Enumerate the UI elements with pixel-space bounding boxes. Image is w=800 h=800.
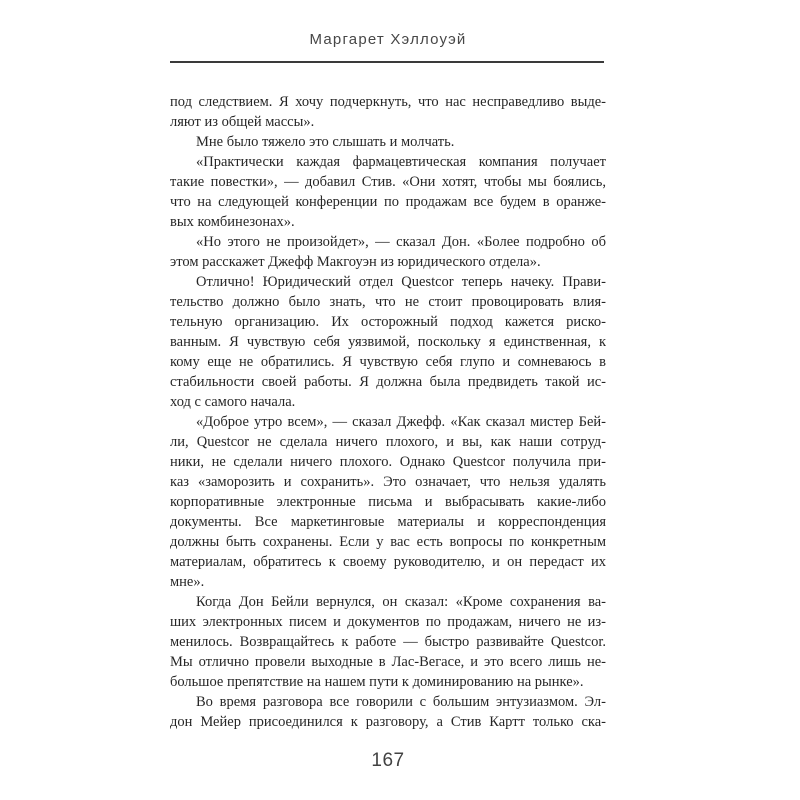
text-line: «Но этого не произойдет», — сказал Дон. «Более подробно об (196, 234, 606, 250)
text-line: ники, не сделали ничего плохого. Однако Questcor получила при- (170, 454, 606, 470)
text-line: мне». (170, 574, 205, 590)
running-header: Маргарет Хэллоуэй (309, 31, 467, 48)
text-line: такие повестки», — добавил Стив. «Они хотят, чтобы мы боялись, (170, 174, 606, 190)
text-line: Мы отлично провели выходные в Лас-Вегасе, и это всего лишь не- (170, 654, 606, 670)
text-line: дон Мейер присоединился к разговору, а Стив Картт только ска- (170, 714, 606, 730)
text-line: этом расскажет Джефф Макгоуэн из юридического отдела». (170, 254, 541, 270)
text-line: Когда Дон Бейли вернулся, он сказал: «Кроме сохранения ва- (196, 594, 606, 610)
text-line: Во время разговора все говорили с большим энтузиазмом. Эл- (196, 694, 606, 710)
text-line: «Доброе утро всем», — сказал Джефф. «Как сказал мистер Бей- (196, 414, 606, 430)
paragraph (170, 132, 606, 152)
page-number: 167 (371, 750, 405, 771)
paragraph (170, 592, 606, 692)
text-line: что на следующей конференции по продажам все будем в оранже- (170, 194, 606, 210)
page-text-body (170, 92, 606, 732)
text-line: документы. Все маркетинговые материалы и корреспонденция (170, 514, 606, 530)
paragraph (170, 272, 606, 412)
text-line: тельную организацию. Их осторожный подход кажется риско- (170, 314, 606, 330)
text-line: Мне было тяжело это слышать и молчать. (196, 134, 455, 150)
text-line: вых комбинезонах». (170, 214, 295, 230)
paragraph (170, 92, 606, 132)
text-line: «Практически каждая фармацевтическая компания получает (196, 154, 606, 170)
paragraph (170, 412, 606, 592)
text-line: тельство должно было знать, что не стоит провоцировать влия- (170, 294, 606, 310)
paragraph (170, 692, 606, 732)
text-line: ших электронных писем и документов по продажам, ничего не из- (170, 614, 606, 630)
text-line: ли, Questcor не сделала ничего плохого, и вы, как наши сотруд- (170, 434, 606, 450)
text-line: большое препятствие на нашем пути к доминированию на рынке». (170, 674, 584, 690)
text-line: кому еще не обратились. Я чувствую себя глупо и сомневаюсь в (170, 354, 606, 370)
text-line: менилось. Возвращайтесь к работе — быстро развивайте Questcor. (170, 634, 606, 650)
header-rule (170, 61, 604, 63)
paragraph (170, 232, 606, 272)
text-line: стабильности своей работы. Я должна была предвидеть такой ис- (170, 374, 606, 390)
paragraph (170, 152, 606, 232)
text-line: ванным. Я чувствую себя уязвимой, поскольку я единственная, к (170, 334, 606, 350)
text-line: каз «заморозить и сохранить». Это означает, что нельзя удалять (170, 474, 606, 490)
text-line: корпоративные электронные письма и выбрасывать какие-либо (170, 494, 606, 510)
text-line: под следствием. Я хочу подчеркнуть, что нас несправедливо выде- (170, 94, 606, 110)
text-line: Отлично! Юридический отдел Questcor теперь начеку. Прави- (196, 274, 606, 290)
text-line: материалам, обратитесь к своему руководителю, и он передаст их (170, 554, 606, 570)
text-line: ляют из общей массы». (170, 114, 315, 130)
text-line: должны быть сохранены. Если у вас есть вопросы по конкретным (170, 534, 606, 550)
text-line: ход с самого начала. (170, 394, 296, 410)
